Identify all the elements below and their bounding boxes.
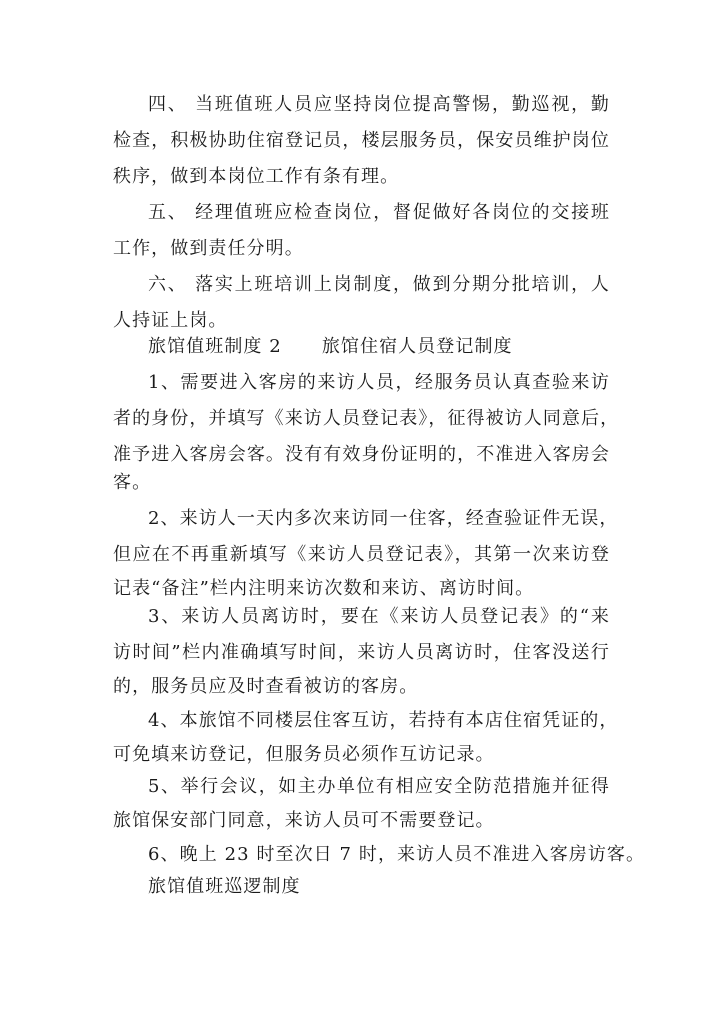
rule4-line2: 可免填来访登记，但服务员必须作互访记录。 <box>113 744 495 765</box>
item6-line2: 人持证上岗。 <box>113 310 228 331</box>
rule1-line2: 者的身份，并填写《来访人员登记表》，征得被访人同意后， <box>113 408 620 429</box>
heading-registration: 旅馆住宿人员登记制度 <box>321 336 513 357</box>
rule5-line1: 5、举行会议，如主办单位有相应安全防范措施并征得 <box>148 776 610 797</box>
item4-line2: 检查，积极协助住宿登记员，楼层服务员，保安员维护岗位 <box>113 130 610 151</box>
rule1-line3: 准予进入客房会客。没有有效身份证明的，不准进入客房会 <box>113 444 610 465</box>
rule6-line1: 6、晚上 23 时至次日 7 时，来访人员不准进入客房访客。 <box>148 844 646 865</box>
rule3-line1: 3、来访人员离访时，要在《来访人员登记表》的“来 <box>148 606 610 627</box>
heading-system-2: 旅馆值班制度 2 <box>148 336 282 357</box>
item4-line1: 四、 当班值班人员应坚持岗位提高警惕，勤巡视，勤 <box>148 94 610 115</box>
rule2-line3: 记表“备注”栏内注明来访次数和来访、离访时间。 <box>113 578 535 599</box>
section-heading-patrol: 旅馆值班巡逻制度 <box>148 876 301 897</box>
rule3-line2: 访时间”栏内准确填写时间，来访人员离访时，住客没送行 <box>113 642 610 663</box>
rule1-line4: 客。 <box>113 472 152 493</box>
rule4-line1: 4、本旅馆不同楼层住客互访，若持有本店住宿凭证的， <box>148 710 619 731</box>
rule1-line1: 1、需要进入客房的来访人员，经服务员认真查验来访 <box>148 372 610 393</box>
section-heading-2 <box>148 334 513 360</box>
item6-line1: 六、 落实上班培训上岗制度，做到分期分批培训，人 <box>148 274 610 295</box>
rule2-line1: 2、来访人一天内多次来访同一住客，经查验证件无误， <box>148 508 619 529</box>
rule5-line2: 旅馆保安部门同意，来访人员可不需要登记。 <box>113 810 495 831</box>
item5-line1: 五、 经理值班应检查岗位，督促做好各岗位的交接班 <box>148 202 610 223</box>
item4-line3: 秩序，做到本岗位工作有条有理。 <box>113 166 400 187</box>
rule2-line2: 但应在不再重新填写《来访人员登记表》，其第一次来访登 <box>113 544 610 565</box>
rule3-line3: 的，服务员应及时查看被访的客房。 <box>113 676 419 697</box>
item5-line2: 工作，做到责任分明。 <box>113 238 304 259</box>
